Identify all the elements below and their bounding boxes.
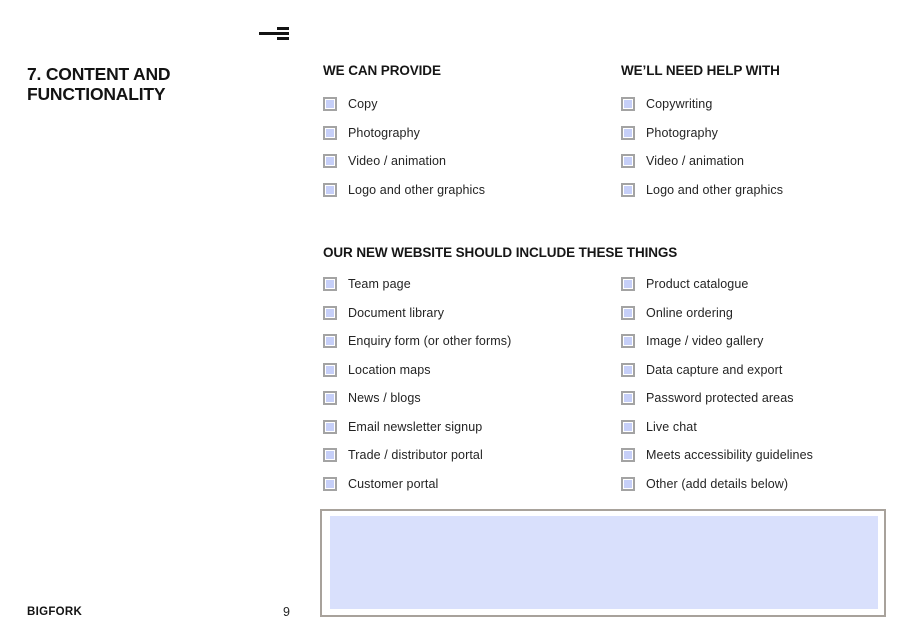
logo-bar-bottom bbox=[277, 37, 289, 40]
checkbox-label: Data capture and export bbox=[646, 362, 783, 377]
logo-bar-middle bbox=[259, 32, 289, 35]
checkbox-label: Copywriting bbox=[646, 97, 713, 111]
checkbox[interactable] bbox=[621, 363, 635, 377]
checkbox-row bbox=[323, 277, 511, 291]
checkbox-row bbox=[621, 277, 813, 291]
checkbox-label: Document library bbox=[348, 305, 445, 320]
checkbox[interactable] bbox=[323, 306, 337, 320]
checkbox-label: Password protected areas bbox=[646, 391, 794, 405]
checkbox[interactable] bbox=[621, 126, 635, 140]
checkbox-row bbox=[323, 448, 511, 462]
checkbox[interactable] bbox=[621, 277, 635, 291]
checkbox-fill bbox=[326, 186, 334, 194]
checkbox[interactable] bbox=[323, 183, 337, 197]
checkbox[interactable] bbox=[323, 126, 337, 140]
checkbox-fill bbox=[624, 309, 632, 317]
section-header-need-help-with: WE’LL NEED HELP WITH bbox=[621, 63, 780, 78]
checkbox-label: Other (add details below) bbox=[646, 476, 789, 491]
checkbox-list-we-can-provide bbox=[323, 97, 485, 197]
checkbox-label: Copy bbox=[348, 97, 378, 111]
checkbox[interactable] bbox=[621, 97, 635, 111]
checkbox-fill bbox=[326, 394, 334, 402]
checkbox-row bbox=[323, 420, 511, 434]
checkbox[interactable] bbox=[621, 477, 635, 491]
checkbox-row bbox=[323, 126, 485, 140]
checkbox-label: Photography bbox=[348, 125, 420, 140]
checkbox-label: Meets accessibility guidelines bbox=[646, 448, 813, 462]
checkbox-label: Trade / distributor portal bbox=[348, 448, 483, 462]
checkbox-row bbox=[621, 420, 813, 434]
checkbox-row bbox=[621, 154, 783, 168]
checkbox[interactable] bbox=[621, 306, 635, 320]
checkbox-fill bbox=[624, 280, 632, 288]
checkbox-row bbox=[621, 97, 783, 111]
checkbox[interactable] bbox=[323, 97, 337, 111]
checkbox-label: Online ordering bbox=[646, 305, 733, 320]
checkbox-fill bbox=[326, 157, 334, 165]
checkbox-fill bbox=[624, 129, 632, 137]
checkbox-row bbox=[323, 154, 485, 168]
checkbox-row bbox=[323, 183, 485, 197]
checkbox[interactable] bbox=[323, 448, 337, 462]
checkbox[interactable] bbox=[323, 334, 337, 348]
section-header-website-should-include: OUR NEW WEBSITE SHOULD INCLUDE THESE THINGS bbox=[323, 245, 678, 260]
checkbox-row bbox=[621, 126, 783, 140]
checkbox-row bbox=[621, 334, 813, 348]
page-title bbox=[27, 64, 170, 104]
other-details-box bbox=[320, 509, 886, 617]
checkbox-fill bbox=[326, 309, 334, 317]
checkbox-fill bbox=[624, 186, 632, 194]
checkbox[interactable] bbox=[323, 477, 337, 491]
checkbox-row bbox=[621, 363, 813, 377]
checkbox-label: Email newsletter signup bbox=[348, 419, 483, 434]
checkbox-fill bbox=[624, 451, 632, 459]
checkbox-label: Video / animation bbox=[646, 154, 745, 168]
checkbox[interactable] bbox=[323, 363, 337, 377]
checkbox-fill bbox=[624, 423, 632, 431]
checkbox-label: Product catalogue bbox=[646, 277, 749, 291]
checkbox-fill bbox=[624, 394, 632, 402]
checkbox-fill bbox=[326, 451, 334, 459]
checkbox-row bbox=[621, 183, 783, 197]
checkbox-list-include-col1 bbox=[323, 277, 511, 491]
checkbox[interactable] bbox=[621, 154, 635, 168]
checkbox[interactable] bbox=[621, 420, 635, 434]
checkbox[interactable] bbox=[621, 334, 635, 348]
checkbox-label: Video / animation bbox=[348, 154, 447, 168]
page-title-line2: FUNCTIONALITY bbox=[27, 84, 166, 104]
checkbox-row bbox=[323, 363, 511, 377]
bigfork-logo-icon bbox=[259, 27, 289, 40]
checkbox-row bbox=[621, 391, 813, 405]
section-header-we-can-provide: WE CAN PROVIDE bbox=[323, 63, 441, 78]
checkbox-list-include-col2 bbox=[621, 277, 813, 491]
checkbox-label: Logo and other graphics bbox=[646, 182, 784, 197]
checkbox-list-need-help-with bbox=[621, 97, 783, 197]
checkbox[interactable] bbox=[323, 420, 337, 434]
checkbox-label: Live chat bbox=[646, 419, 697, 434]
checkbox[interactable] bbox=[621, 183, 635, 197]
checkbox-row bbox=[323, 97, 485, 111]
checkbox[interactable] bbox=[323, 154, 337, 168]
checkbox-row bbox=[323, 306, 511, 320]
checkbox-fill bbox=[326, 337, 334, 345]
checkbox-label: Photography bbox=[646, 125, 718, 140]
checkbox[interactable] bbox=[621, 448, 635, 462]
checkbox-label: Image / video gallery bbox=[646, 334, 764, 348]
checkbox-label: News / blogs bbox=[348, 391, 421, 405]
checkbox-label: Customer portal bbox=[348, 476, 439, 491]
checkbox-row bbox=[323, 391, 511, 405]
checkbox-label: Team page bbox=[348, 277, 411, 291]
checkbox-row bbox=[621, 448, 813, 462]
checkbox-fill bbox=[624, 100, 632, 108]
checkbox[interactable] bbox=[621, 391, 635, 405]
checkbox-fill bbox=[326, 100, 334, 108]
checkbox-fill bbox=[624, 366, 632, 374]
checkbox-label: Logo and other graphics bbox=[348, 182, 486, 197]
checkbox-fill bbox=[624, 157, 632, 165]
checkbox[interactable] bbox=[323, 391, 337, 405]
checkbox-label: Enquiry form (or other forms) bbox=[348, 334, 512, 348]
other-details-input[interactable] bbox=[330, 516, 878, 609]
checkbox-fill bbox=[326, 129, 334, 137]
footer-brand: BIGFORK bbox=[27, 606, 83, 618]
checkbox-fill bbox=[326, 480, 334, 488]
checkbox-row bbox=[621, 477, 813, 491]
page-title-line1: 7. CONTENT AND bbox=[27, 64, 171, 84]
checkbox-fill bbox=[326, 366, 334, 374]
logo-bar-top bbox=[277, 27, 289, 30]
checkbox-fill bbox=[624, 337, 632, 345]
checkbox-fill bbox=[624, 480, 632, 488]
checkbox-label: Location maps bbox=[348, 362, 431, 377]
checkbox-row bbox=[323, 477, 511, 491]
checkbox-fill bbox=[326, 423, 334, 431]
checkbox-row bbox=[621, 306, 813, 320]
checkbox[interactable] bbox=[323, 277, 337, 291]
page-number: 9 bbox=[283, 605, 290, 619]
checkbox-row bbox=[323, 334, 511, 348]
checkbox-fill bbox=[326, 280, 334, 288]
